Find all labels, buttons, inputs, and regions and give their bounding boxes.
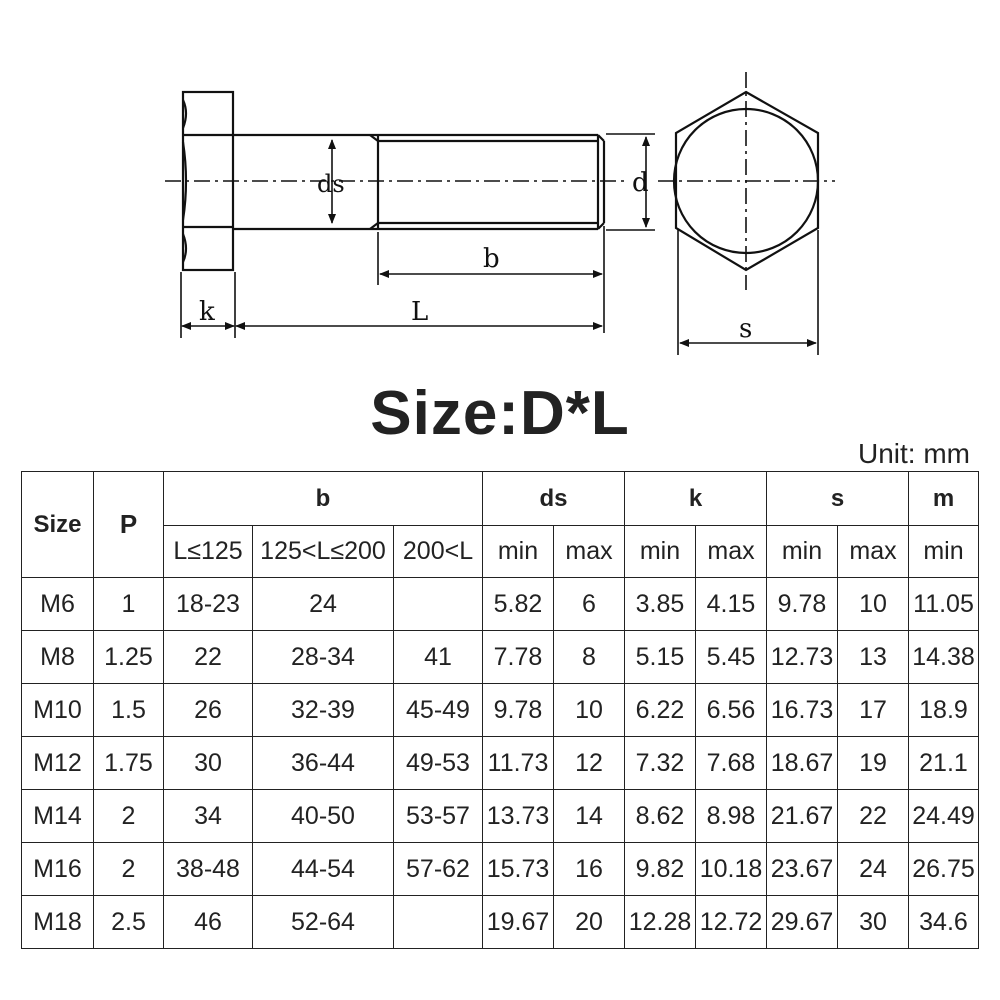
cell-s-max: 13: [838, 631, 909, 684]
cell-s-min: 29.67: [767, 896, 838, 949]
header-max: max: [696, 526, 767, 578]
cell-size: M18: [22, 896, 94, 949]
cell-b-short: 34: [164, 790, 253, 843]
cell-s-min: 12.73: [767, 631, 838, 684]
header-b: b: [164, 472, 483, 526]
header-b-range: L≤125: [164, 526, 253, 578]
cell-size: M10: [22, 684, 94, 737]
header-m: m: [909, 472, 979, 526]
cell-ds-min: 13.73: [483, 790, 554, 843]
table-row: [22, 631, 979, 684]
header-s: s: [767, 472, 909, 526]
header-ds: ds: [483, 472, 625, 526]
table-row: [22, 896, 979, 949]
header-max: max: [838, 526, 909, 578]
cell-b-short: 38-48: [164, 843, 253, 896]
cell-s-min: 21.67: [767, 790, 838, 843]
dim-label-s: s: [739, 314, 753, 344]
header-min: min: [625, 526, 696, 578]
dimension-table: [21, 471, 979, 949]
cell-size: M8: [22, 631, 94, 684]
cell-ds-min: 15.73: [483, 843, 554, 896]
table-row: [22, 790, 979, 843]
cell-ds-max: 14: [554, 790, 625, 843]
header-min: min: [767, 526, 838, 578]
header-b-range: 125<L≤200: [253, 526, 394, 578]
cell-b-short: 26: [164, 684, 253, 737]
cell-ds-min: 5.82: [483, 578, 554, 631]
cell-k-max: 7.68: [696, 737, 767, 790]
cell-ds-max: 12: [554, 737, 625, 790]
cell-s-max: 19: [838, 737, 909, 790]
table-row: [22, 684, 979, 737]
cell-ds-max: 10: [554, 684, 625, 737]
cell-ds-min: 19.67: [483, 896, 554, 949]
dim-label-ds: ds: [317, 170, 345, 198]
unit-label: Unit: mm: [858, 438, 970, 469]
hex-bolt-drawing: [0, 0, 1000, 370]
cell-p: 2.5: [94, 896, 164, 949]
cell-b-mid: 40-50: [253, 790, 394, 843]
cell-size: M14: [22, 790, 94, 843]
cell-m-min: 21.1: [909, 737, 979, 790]
dim-label-k: k: [199, 297, 215, 327]
cell-b-mid: 52-64: [253, 896, 394, 949]
table-row: [22, 843, 979, 896]
header-max: max: [554, 526, 625, 578]
cell-m-min: 34.6: [909, 896, 979, 949]
cell-b-long: 45-49: [394, 684, 483, 737]
cell-k-min: 3.85: [625, 578, 696, 631]
cell-s-min: 9.78: [767, 578, 838, 631]
cell-size: M12: [22, 737, 94, 790]
cell-ds-min: 7.78: [483, 631, 554, 684]
bolt-shank: [233, 135, 604, 229]
cell-b-long: 53-57: [394, 790, 483, 843]
table-row: [22, 578, 979, 631]
cell-m-min: 26.75: [909, 843, 979, 896]
cell-m-min: 11.05: [909, 578, 979, 631]
cell-ds-max: 6: [554, 578, 625, 631]
cell-s-max: 10: [838, 578, 909, 631]
cell-b-mid: 24: [253, 578, 394, 631]
cell-k-max: 6.56: [696, 684, 767, 737]
cell-k-max: 10.18: [696, 843, 767, 896]
cell-b-long: 41: [394, 631, 483, 684]
cell-k-min: 9.82: [625, 843, 696, 896]
header-b-range: 200<L: [394, 526, 483, 578]
cell-b-long: [394, 896, 483, 949]
cell-s-max: 17: [838, 684, 909, 737]
cell-k-max: 12.72: [696, 896, 767, 949]
cell-b-long: [394, 578, 483, 631]
cell-b-short: 18-23: [164, 578, 253, 631]
cell-m-min: 14.38: [909, 631, 979, 684]
cell-k-min: 5.15: [625, 631, 696, 684]
header-p: P: [94, 472, 164, 578]
cell-b-mid: 32-39: [253, 684, 394, 737]
dim-label-d: d: [632, 168, 649, 198]
cell-p: 1.25: [94, 631, 164, 684]
header-min: min: [483, 526, 554, 578]
cell-b-short: 30: [164, 737, 253, 790]
cell-b-mid: 36-44: [253, 737, 394, 790]
cell-s-max: 30: [838, 896, 909, 949]
cell-p: 1.75: [94, 737, 164, 790]
cell-b-short: 22: [164, 631, 253, 684]
cell-ds-min: 11.73: [483, 737, 554, 790]
cell-size: M16: [22, 843, 94, 896]
cell-s-min: 18.67: [767, 737, 838, 790]
cell-ds-max: 16: [554, 843, 625, 896]
cell-k-max: 4.15: [696, 578, 767, 631]
cell-k-max: 8.98: [696, 790, 767, 843]
cell-ds-max: 8: [554, 631, 625, 684]
cell-b-long: 49-53: [394, 737, 483, 790]
cell-p: 1.5: [94, 684, 164, 737]
cell-b-long: 57-62: [394, 843, 483, 896]
header-min: min: [909, 526, 979, 578]
cell-s-max: 24: [838, 843, 909, 896]
bolt-head-end-view: [658, 72, 835, 355]
cell-s-min: 23.67: [767, 843, 838, 896]
cell-p: 2: [94, 843, 164, 896]
cell-b-mid: 28-34: [253, 631, 394, 684]
page-title: Size:D*L: [370, 379, 630, 448]
cell-size: M6: [22, 578, 94, 631]
cell-s-min: 16.73: [767, 684, 838, 737]
cell-ds-max: 20: [554, 896, 625, 949]
cell-k-min: 8.62: [625, 790, 696, 843]
cell-k-min: 6.22: [625, 684, 696, 737]
cell-b-mid: 44-54: [253, 843, 394, 896]
cell-b-short: 46: [164, 896, 253, 949]
dim-label-L: L: [411, 297, 429, 327]
cell-k-min: 7.32: [625, 737, 696, 790]
cell-m-min: 24.49: [909, 790, 979, 843]
dim-label-b: b: [483, 244, 500, 274]
header-k: k: [625, 472, 767, 526]
cell-k-min: 12.28: [625, 896, 696, 949]
cell-s-max: 22: [838, 790, 909, 843]
cell-m-min: 18.9: [909, 684, 979, 737]
cell-p: 2: [94, 790, 164, 843]
cell-p: 1: [94, 578, 164, 631]
header-size: Size: [22, 472, 94, 578]
cell-ds-min: 9.78: [483, 684, 554, 737]
cell-k-max: 5.45: [696, 631, 767, 684]
table-row: [22, 737, 979, 790]
